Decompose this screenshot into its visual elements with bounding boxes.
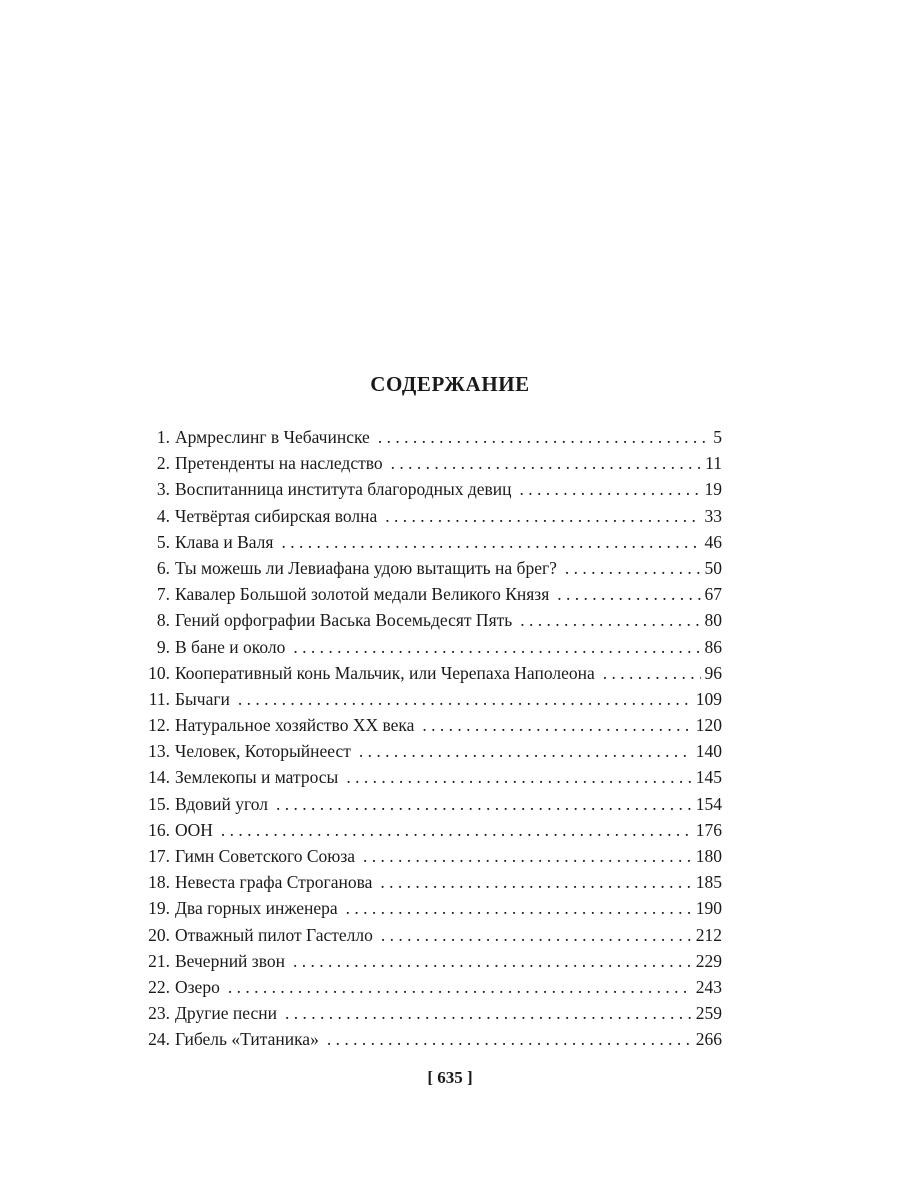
toc-entry-page: 67 (704, 584, 722, 605)
toc-entry-page: 11 (705, 453, 722, 474)
toc-dot-leader (346, 895, 692, 921)
toc-entry-page: 46 (704, 531, 722, 552)
toc-entry-number: 5. (156, 531, 170, 552)
toc-entry[interactable] (138, 791, 722, 817)
toc-entry[interactable] (138, 974, 722, 1000)
toc-dot-leader (281, 529, 700, 555)
toc-entry[interactable] (138, 607, 722, 633)
toc-entry-number: 11. (148, 688, 170, 709)
toc-entry-page: 50 (704, 557, 722, 578)
toc-entry[interactable] (138, 424, 722, 450)
toc-entry-page: 19 (704, 479, 722, 500)
toc-entry-page: 266 (695, 1029, 722, 1050)
toc-entry-number: 6. (156, 557, 170, 578)
toc-entry-page: 190 (695, 898, 722, 919)
toc-entry-title: Кооперативный конь Мальчик, или Черепаха Наполеона (175, 662, 595, 683)
toc-entry-title: Ты можешь ли Левиафана удою вытащить на брег? (175, 557, 557, 578)
toc-entry-number: 7. (156, 584, 170, 605)
toc-entry[interactable] (138, 1026, 722, 1052)
toc-entry[interactable] (138, 817, 722, 843)
toc-entry-page: 212 (695, 924, 722, 945)
toc-entry-page: 80 (704, 610, 722, 631)
toc-entry-page: 33 (704, 505, 722, 526)
page-number: [ 635 ] (427, 1068, 473, 1087)
toc-dot-leader (238, 686, 692, 712)
toc-entry-title: Натуральное хозяйство XX века (175, 715, 415, 736)
toc-entry-title: Два горных инженера (175, 898, 338, 919)
toc-entry[interactable] (138, 476, 722, 502)
toc-entry[interactable] (138, 660, 722, 686)
toc-entry[interactable] (138, 764, 722, 790)
toc-entry[interactable] (138, 634, 722, 660)
toc-dot-leader (557, 581, 700, 607)
toc-entry-number: 21. (148, 950, 170, 971)
toc-entry-number: 15. (148, 793, 170, 814)
toc-entry-number: 20. (148, 924, 170, 945)
toc-entry[interactable] (138, 555, 722, 581)
toc-entry-page: 229 (695, 950, 722, 971)
toc-dot-leader (391, 450, 701, 476)
toc-dot-leader (565, 555, 701, 581)
toc-entry[interactable] (138, 948, 722, 974)
toc-entry-number: 8. (156, 610, 170, 631)
toc-dot-leader (422, 712, 691, 738)
toc-entry[interactable] (138, 529, 722, 555)
toc-entry-title: Кавалер Большой золотой медали Великого Князя (175, 584, 550, 605)
toc-entry-page: 96 (704, 662, 722, 683)
toc-entry[interactable] (138, 869, 722, 895)
toc-dot-leader (520, 476, 701, 502)
toc-dot-leader (380, 869, 691, 895)
toc-dot-leader (363, 843, 692, 869)
toc-entry-page: 176 (695, 819, 722, 840)
toc-entry-title: Вечерний звон (175, 950, 285, 971)
toc-entry-number: 2. (156, 453, 170, 474)
toc-dot-leader (520, 607, 700, 633)
toc-entry-page: 154 (695, 793, 722, 814)
toc-entry-page: 259 (695, 1003, 722, 1024)
toc-entry-number: 14. (148, 767, 170, 788)
toc-entry-page: 145 (695, 767, 722, 788)
toc-dot-leader (228, 974, 692, 1000)
toc-entry-title: Вдовий угол (175, 793, 269, 814)
toc-entry-title: Гибель «Титаника» (175, 1029, 319, 1050)
toc-entry[interactable] (138, 450, 722, 476)
toc-entry-title: Озеро (175, 976, 220, 997)
toc-entry-number: 17. (148, 846, 170, 866)
toc-entry-page: 243 (695, 976, 722, 997)
toc-dot-leader (285, 1000, 692, 1026)
toc-entry[interactable] (138, 895, 722, 921)
toc-entry-page: 180 (695, 846, 722, 866)
toc-entry-title: Гений орфографии Васька Восемьдесят Пять (175, 610, 513, 631)
toc-entry[interactable] (138, 738, 722, 764)
toc-entry-title: Человек, Которыйнеест (175, 741, 351, 762)
toc-entry-number: 22. (148, 976, 170, 997)
toc-entry[interactable] (138, 1000, 722, 1026)
toc-entry-number: 24. (148, 1029, 170, 1050)
toc-entry-number: 10. (148, 662, 170, 683)
toc-entry-number: 23. (148, 1003, 170, 1024)
toc-entry-number: 3. (156, 479, 170, 500)
toc-dot-leader (385, 503, 700, 529)
toc-dot-leader (603, 660, 701, 686)
page-title: СОДЕРЖАНИЕ (370, 372, 530, 396)
toc-entry-page: 86 (704, 636, 722, 657)
toc-dot-leader (359, 738, 692, 764)
toc-entry-page: 120 (695, 715, 722, 736)
toc-entry[interactable] (138, 581, 722, 607)
toc-entry-title: Армреслинг в Чебачинске (175, 427, 370, 447)
toc-entry-number: 13. (148, 741, 170, 762)
toc-entry-page: 140 (695, 741, 722, 762)
toc-entry[interactable] (138, 843, 722, 869)
toc-entry-number: 9. (156, 636, 170, 657)
toc-entry-number: 18. (148, 872, 170, 893)
toc-entry-number: 16. (148, 819, 170, 840)
toc-entry[interactable] (138, 686, 722, 712)
toc-entry-number: 4. (156, 505, 170, 526)
toc-entry-title: Невеста графа Строганова (175, 872, 373, 893)
toc-dot-leader (346, 764, 691, 790)
toc-entry-title: Четвёртая сибирская волна (175, 505, 378, 526)
toc-entry-title: Претенденты на наследство (175, 453, 383, 474)
toc-entry-title: Другие песни (175, 1003, 277, 1024)
toc-entry-title: В бане и около (175, 636, 286, 657)
toc-dot-leader (378, 424, 709, 450)
toc-entry-title: Воспитанница института благородных девиц (175, 479, 512, 500)
toc-entry[interactable] (138, 712, 722, 738)
toc-entry-page: 185 (695, 872, 722, 893)
toc-dot-leader (276, 791, 692, 817)
toc-entry-title: ООН (175, 819, 213, 840)
toc-entry-number: 19. (148, 898, 170, 919)
toc-entry[interactable] (138, 503, 722, 529)
toc-dot-leader (293, 634, 700, 660)
toc-dot-leader (327, 1026, 692, 1052)
toc-dot-leader (381, 922, 692, 948)
toc-entry-page: 109 (695, 688, 722, 709)
toc-entry-title: Гимн Советского Союза (175, 846, 356, 866)
toc-dot-leader (293, 948, 692, 974)
toc-entry-page: 5 (713, 427, 722, 447)
toc-entry-title: Клава и Валя (175, 531, 274, 552)
toc-entry-title: Бычаги (175, 688, 230, 709)
toc-entry[interactable] (138, 922, 722, 948)
toc-entry-title: Землекопы и матросы (175, 767, 339, 788)
toc-entry-number: 1. (156, 427, 170, 447)
toc-entry-title: Отважный пилот Гастелло (175, 924, 373, 945)
table-of-contents (138, 424, 722, 1053)
toc-dot-leader (221, 817, 692, 843)
toc-entry-number: 12. (148, 715, 170, 736)
